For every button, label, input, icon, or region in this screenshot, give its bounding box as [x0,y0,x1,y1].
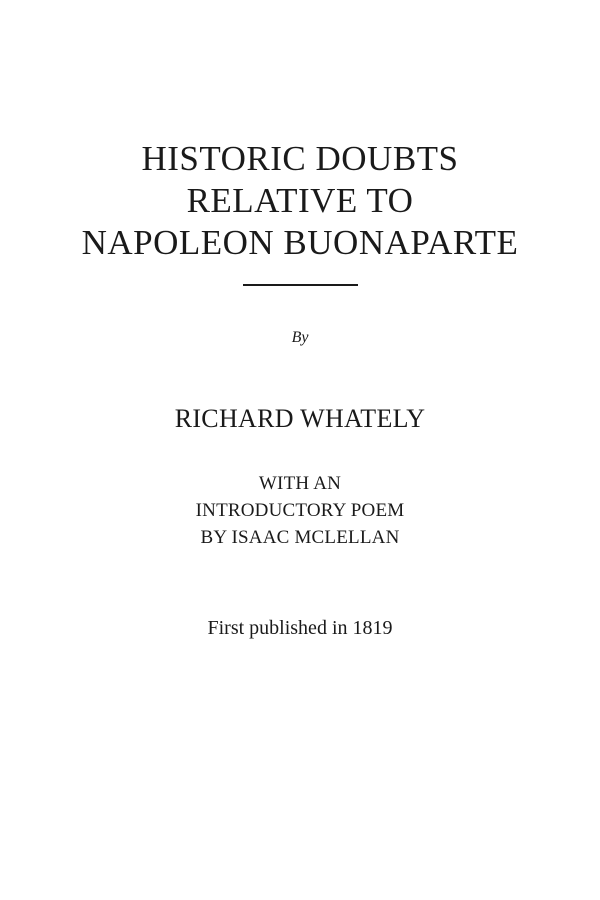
title-line-3: NAPOLEON BUONAPARTE [81,223,519,262]
title-line-2: RELATIVE TO [186,181,414,220]
subtitle [0,470,600,551]
title-line-1: HISTORIC DOUBTS [141,139,459,178]
book-title [0,138,600,264]
subtitle-line-2: INTRODUCTORY POEM [195,500,405,521]
title-divider [243,284,358,286]
by-label: By [291,329,309,346]
subtitle-line-3: BY ISAAC MCLELLAN [200,527,400,548]
publication-note: First published in 1819 [207,617,393,639]
author-name: RICHARD WHATELY [174,404,426,433]
subtitle-line-1: WITH AN [258,473,342,494]
